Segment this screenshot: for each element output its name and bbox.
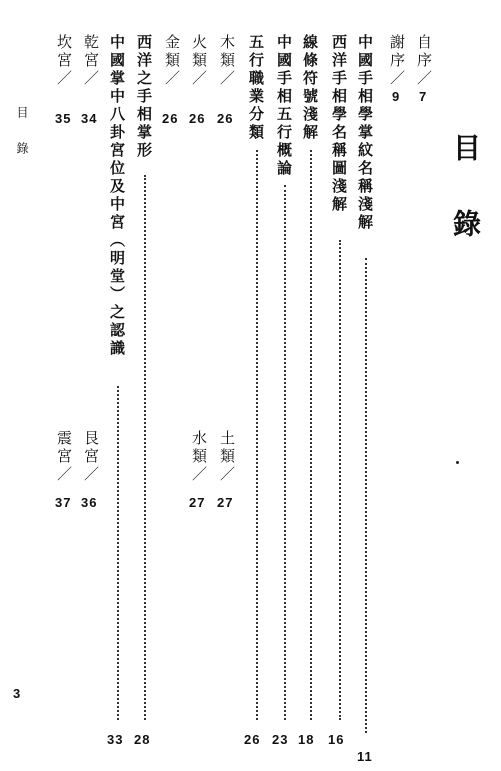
toc-page-line-symbols: 18 bbox=[298, 732, 315, 747]
toc-entry-western-lines: 西洋手相學名稱圖淺解 bbox=[330, 34, 348, 214]
toc-page-preface: 7 bbox=[419, 89, 428, 104]
toc-entry-metal: 金類／ bbox=[163, 34, 181, 88]
dot-leader bbox=[256, 150, 258, 720]
toc-page-occupations: 26 bbox=[244, 732, 261, 747]
toc-page-water: 27 bbox=[189, 495, 206, 510]
dot-leader bbox=[339, 240, 341, 720]
dot-leader bbox=[144, 175, 146, 720]
dot-leader bbox=[365, 258, 367, 733]
dot-leader bbox=[117, 386, 119, 720]
dot-leader bbox=[310, 150, 312, 720]
toc-page-qian: 34 bbox=[81, 111, 98, 126]
toc-page-metal: 26 bbox=[162, 111, 179, 126]
toc-entry-five-elements: 中國手相五行概論 bbox=[275, 34, 293, 178]
toc-entry-occupations: 五行職業分類 bbox=[247, 34, 265, 142]
toc-entry-fire: 火類／ bbox=[190, 34, 208, 88]
toc-page-western-lines: 16 bbox=[328, 732, 345, 747]
toc-entry-gen: 艮宮／ bbox=[82, 430, 100, 484]
toc-entry-thanks: 謝序／ bbox=[388, 34, 406, 88]
toc-page-western-shapes: 28 bbox=[134, 732, 151, 747]
toc-entry-eight-trigrams: 中國掌中八卦宮位及中宮（明堂）之認識 bbox=[108, 34, 126, 358]
toc-entry-earth: 土類／ bbox=[218, 430, 236, 484]
toc-page-palm-lines: 11 bbox=[357, 749, 373, 764]
toc-page-five-elements: 23 bbox=[272, 732, 289, 747]
toc-entry-western-shapes: 西洋之手相掌形 bbox=[135, 34, 153, 160]
toc-entry-preface: 自序／ bbox=[415, 34, 433, 88]
page-number: 3 bbox=[13, 686, 21, 701]
toc-page-gen: 36 bbox=[81, 495, 98, 510]
toc-page-eight-trigrams: 33 bbox=[107, 732, 124, 747]
side-header: 目錄 bbox=[15, 106, 29, 178]
toc-entry-wood: 木類／ bbox=[218, 34, 236, 88]
toc-page-kan: 35 bbox=[55, 111, 72, 126]
toc-entry-line-symbols: 線條符號淺解 bbox=[301, 34, 319, 142]
toc-page-fire: 26 bbox=[189, 111, 206, 126]
page-title: 目錄 bbox=[449, 133, 482, 285]
toc-entry-water: 水類／ bbox=[190, 430, 208, 484]
toc-page-earth: 27 bbox=[217, 495, 234, 510]
toc-entry-palm-lines: 中國手相學掌紋名稱淺解 bbox=[356, 34, 374, 232]
toc-page-thanks: 9 bbox=[392, 89, 401, 104]
dot-leader bbox=[284, 185, 286, 720]
toc-entry-qian: 乾宮／ bbox=[82, 34, 100, 88]
toc-page-zhen: 37 bbox=[55, 495, 72, 510]
ink-speck bbox=[456, 461, 459, 464]
toc-page-wood: 26 bbox=[217, 111, 234, 126]
toc-entry-zhen: 震宮／ bbox=[55, 430, 73, 484]
toc-entry-kan: 坎宮／ bbox=[55, 34, 73, 88]
